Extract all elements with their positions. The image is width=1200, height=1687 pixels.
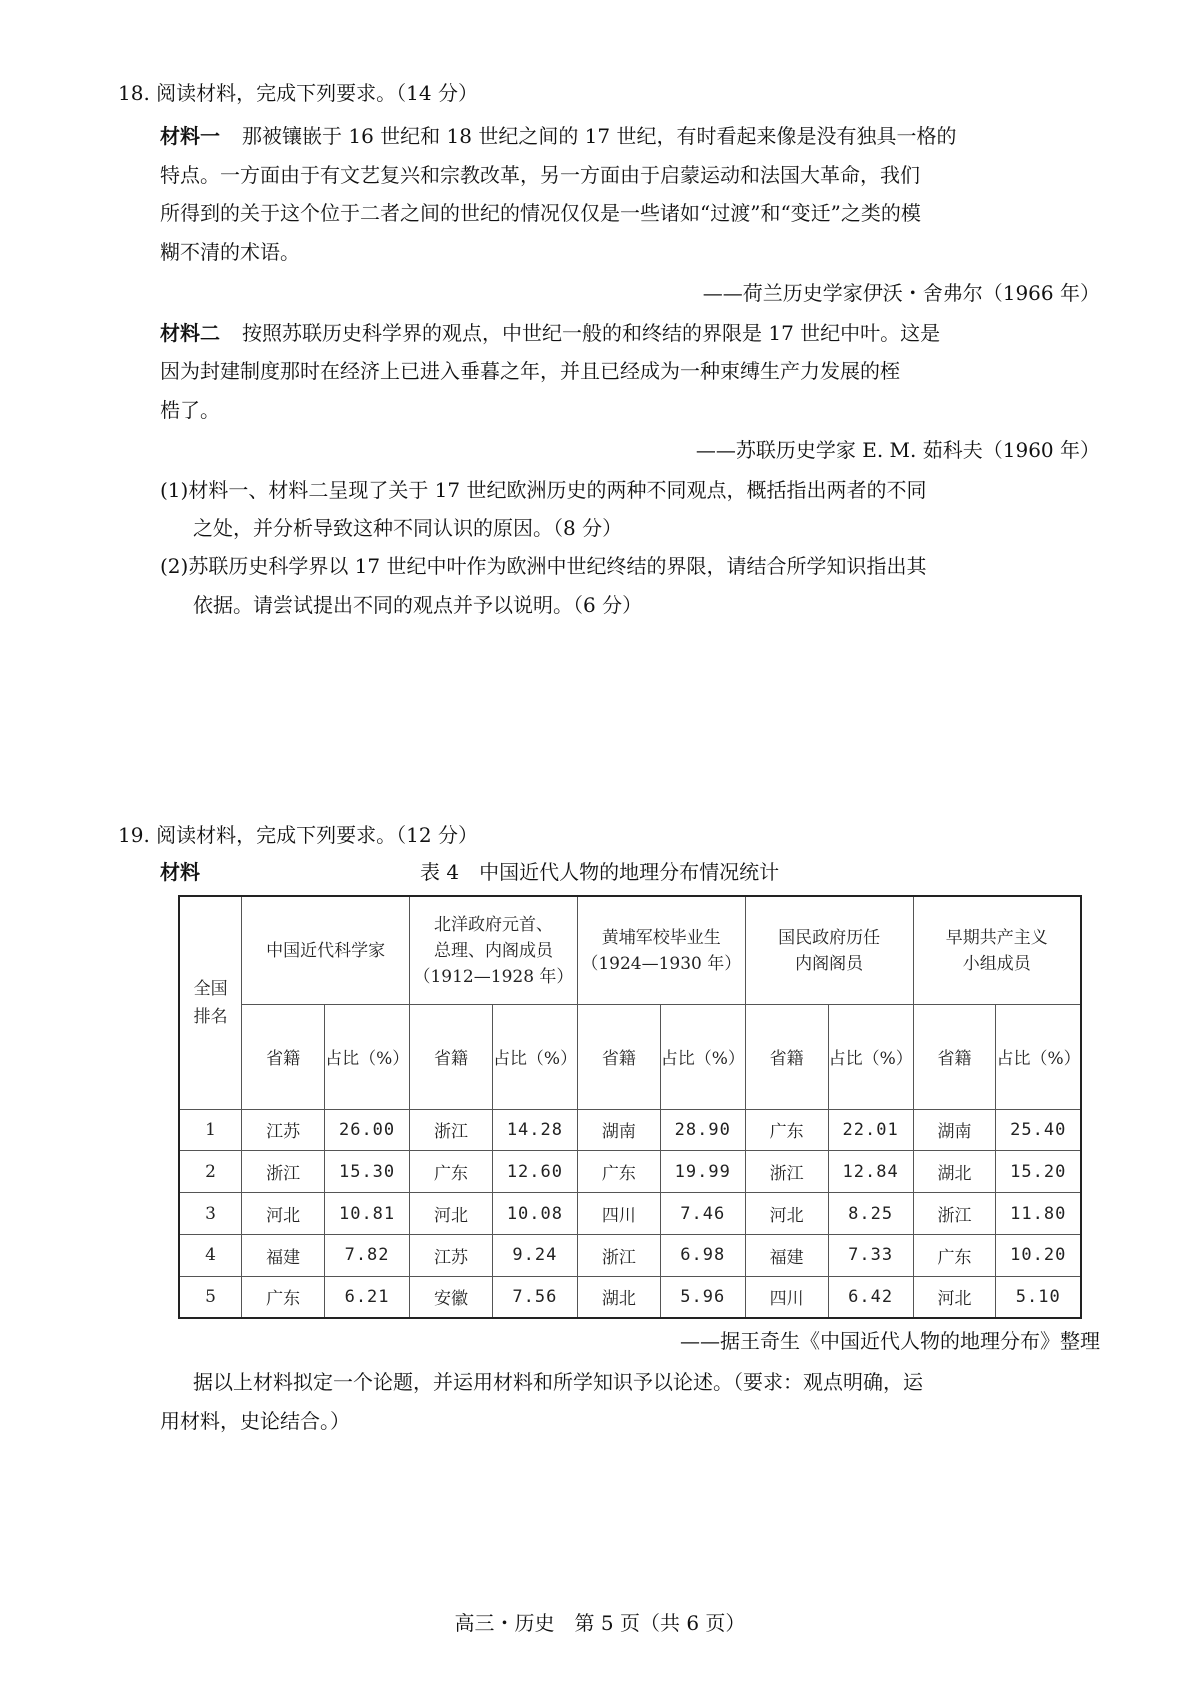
rank-cell: 5: [179, 1276, 242, 1318]
sub-header-province: 省籍: [242, 1005, 325, 1109]
group-header-communist-groups: [913, 896, 1081, 1005]
group-header-nationalist-line-1: 国民政府历任: [778, 927, 881, 948]
q18-material1-label: 材料一: [160, 124, 220, 148]
ratio-cell: 14.28: [492, 1109, 577, 1151]
q18-material2-line-1: [160, 318, 940, 348]
province-cell: 四川: [745, 1276, 828, 1318]
rank-header-line-2: 排名: [193, 1006, 228, 1027]
province-cell: 浙江: [242, 1151, 325, 1193]
group-header-nationalist-line-2: 内阁阁员: [795, 953, 864, 974]
province-cell: 浙江: [410, 1109, 493, 1151]
sub-header-ratio: 占比（%）: [996, 1005, 1081, 1109]
group-header-beiyang: [410, 896, 578, 1005]
ratio-cell: 8.25: [828, 1193, 913, 1235]
table-row: [179, 1193, 1081, 1235]
province-cell: 湖南: [913, 1109, 996, 1151]
rank-cell: 4: [179, 1234, 242, 1276]
ratio-cell: 5.96: [660, 1276, 745, 1318]
ratio-cell: 6.42: [828, 1276, 913, 1318]
rank-cell: 1: [179, 1109, 242, 1151]
rank-cell: 3: [179, 1193, 242, 1235]
sub-header-ratio: 占比（%）: [325, 1005, 410, 1109]
province-cell: 福建: [745, 1234, 828, 1276]
ratio-cell: 26.00: [325, 1109, 410, 1151]
group-header-whampoa: [577, 896, 745, 1005]
sub-header-ratio: 占比（%）: [828, 1005, 913, 1109]
q18-req1-line-1: (1)材料一、材料二呈现了关于 17 世纪欧洲历史的两种不同观点，概括指出两者的不同: [160, 478, 927, 502]
province-cell: 浙江: [577, 1234, 660, 1276]
table-row: [179, 1151, 1081, 1193]
sub-header-ratio: 占比（%）: [492, 1005, 577, 1109]
ratio-cell: 6.21: [325, 1276, 410, 1318]
ratio-cell: 22.01: [828, 1109, 913, 1151]
ratio-cell: 28.90: [660, 1109, 745, 1151]
q18-material1-line-2: 特点。一方面由于有文艺复兴和宗教改革，另一方面由于启蒙运动和法国大革命，我们: [160, 163, 920, 187]
province-cell: 广东: [745, 1109, 828, 1151]
q18-material2-line-3: 梏了。: [160, 398, 220, 422]
province-cell: 河北: [410, 1193, 493, 1235]
group-header-whampoa-line-2: （1924—1930 年）: [581, 953, 742, 974]
q19-heading: 19. 阅读材料，完成下列要求。（12 分）: [118, 823, 478, 847]
sub-header-ratio: 占比（%）: [660, 1005, 745, 1109]
ratio-cell: 5.10: [996, 1276, 1081, 1318]
ratio-cell: 10.08: [492, 1193, 577, 1235]
province-cell: 河北: [242, 1193, 325, 1235]
province-cell: 湖南: [577, 1109, 660, 1151]
ratio-cell: 15.30: [325, 1151, 410, 1193]
q18-heading: 18. 阅读材料，完成下列要求。（14 分）: [118, 81, 478, 105]
q18-material2-label: 材料二: [160, 321, 220, 345]
province-cell: 浙江: [913, 1193, 996, 1235]
province-cell: 江苏: [242, 1109, 325, 1151]
q19-task-line-2: 用材料，史论结合。）: [160, 1409, 350, 1433]
q18-material2-source: ——苏联历史学家 E. M. 茹科夫（1960 年）: [695, 438, 1100, 462]
province-cell: 湖北: [913, 1151, 996, 1193]
province-cell: 湖北: [577, 1276, 660, 1318]
q18-material2-text-1: 按照苏联历史科学界的观点，中世纪一般的和终结的界限是 17 世纪中叶。这是: [242, 321, 941, 345]
sub-header-province: 省籍: [410, 1005, 493, 1109]
ratio-cell: 10.20: [996, 1234, 1081, 1276]
province-cell: 广东: [410, 1151, 493, 1193]
q18-material1-line-3: 所得到的关于这个位于二者之间的世纪的情况仅仅是一些诸如“过渡”和“变迁”之类的模: [160, 201, 921, 225]
q18-req2-line-1: (2)苏联历史科学界以 17 世纪中叶作为欧洲中世纪终结的界限，请结合所学知识指出其: [160, 554, 927, 578]
group-header-scientists: [242, 896, 410, 1005]
ratio-cell: 19.99: [660, 1151, 745, 1193]
q18-material1-text-1: 那被镶嵌于 16 世纪和 18 世纪之间的 17 世纪，有时看起来像是没有独具一格的: [242, 124, 957, 148]
ratio-cell: 9.24: [492, 1234, 577, 1276]
table-row: [179, 1276, 1081, 1318]
q18-material2-line-2: 因为封建制度那时在经济上已进入垂暮之年，并且已经成为一种束缚生产力发展的桎: [160, 359, 900, 383]
rank-header-line-1: 全国: [193, 978, 228, 999]
group-header-scientists-line-1: 中国近代科学家: [266, 940, 386, 961]
group-header-whampoa-line-1: 黄埔军校毕业生: [601, 927, 721, 948]
ratio-cell: 11.80: [996, 1193, 1081, 1235]
q18-material1-line-1: [160, 121, 957, 151]
q19-task-line-1: 据以上材料拟定一个论题，并运用材料和所学知识予以论述。（要求：观点明确，运: [193, 1370, 923, 1394]
statistics-table-wrapper: [178, 895, 1082, 1319]
province-cell: 河北: [913, 1276, 996, 1318]
q18-req1-line-2: 之处，并分析导致这种不同认识的原因。（8 分）: [193, 516, 623, 540]
group-header-beiyang-line-2: 总理、内阁成员: [433, 940, 553, 961]
rank-header-cell: [179, 896, 242, 1109]
group-header-communist-line-2: 小组成员: [962, 953, 1031, 974]
group-header-nationalist-cabinet: [745, 896, 913, 1005]
q19-table-title: 表 4 中国近代人物的地理分布情况统计: [420, 860, 780, 884]
q18-material1-source: ——荷兰历史学家伊沃・舍弗尔（1966 年）: [702, 281, 1100, 305]
group-header-beiyang-line-3: （1912—1928 年）: [413, 966, 574, 987]
group-header-communist-line-1: 早期共产主义: [945, 927, 1048, 948]
q18-material1-line-4: 糊不清的术语。: [160, 240, 300, 264]
ratio-cell: 12.84: [828, 1151, 913, 1193]
province-cell: 广东: [242, 1276, 325, 1318]
province-cell: 广东: [577, 1151, 660, 1193]
ratio-cell: 7.33: [828, 1234, 913, 1276]
table-row: [179, 1109, 1081, 1151]
province-cell: 安徽: [410, 1276, 493, 1318]
table-row: [179, 1234, 1081, 1276]
group-header-beiyang-line-1: 北洋政府元首、: [433, 914, 553, 935]
province-cell: 江苏: [410, 1234, 493, 1276]
statistics-table: [178, 895, 1082, 1319]
rank-cell: 2: [179, 1151, 242, 1193]
sub-header-province: 省籍: [913, 1005, 996, 1109]
table-header-row-groups: [179, 896, 1081, 1005]
page-footer: 高三・历史 第 5 页（共 6 页）: [454, 1611, 746, 1635]
province-cell: 河北: [745, 1193, 828, 1235]
province-cell: 浙江: [745, 1151, 828, 1193]
ratio-cell: 7.56: [492, 1276, 577, 1318]
sub-header-province: 省籍: [577, 1005, 660, 1109]
ratio-cell: 25.40: [996, 1109, 1081, 1151]
ratio-cell: 6.98: [660, 1234, 745, 1276]
q19-table-source: ——据王奇生《中国近代人物的地理分布》整理: [680, 1329, 1100, 1353]
ratio-cell: 12.60: [492, 1151, 577, 1193]
ratio-cell: 7.82: [325, 1234, 410, 1276]
q19-material-label: 材料: [160, 860, 200, 884]
ratio-cell: 15.20: [996, 1151, 1081, 1193]
province-cell: 广东: [913, 1234, 996, 1276]
q18-req2-line-2: 依据。请尝试提出不同的观点并予以说明。（6 分）: [193, 593, 643, 617]
sub-header-province: 省籍: [745, 1005, 828, 1109]
ratio-cell: 10.81: [325, 1193, 410, 1235]
table-header-row-sub: [179, 1005, 1081, 1109]
province-cell: 福建: [242, 1234, 325, 1276]
province-cell: 四川: [577, 1193, 660, 1235]
ratio-cell: 7.46: [660, 1193, 745, 1235]
